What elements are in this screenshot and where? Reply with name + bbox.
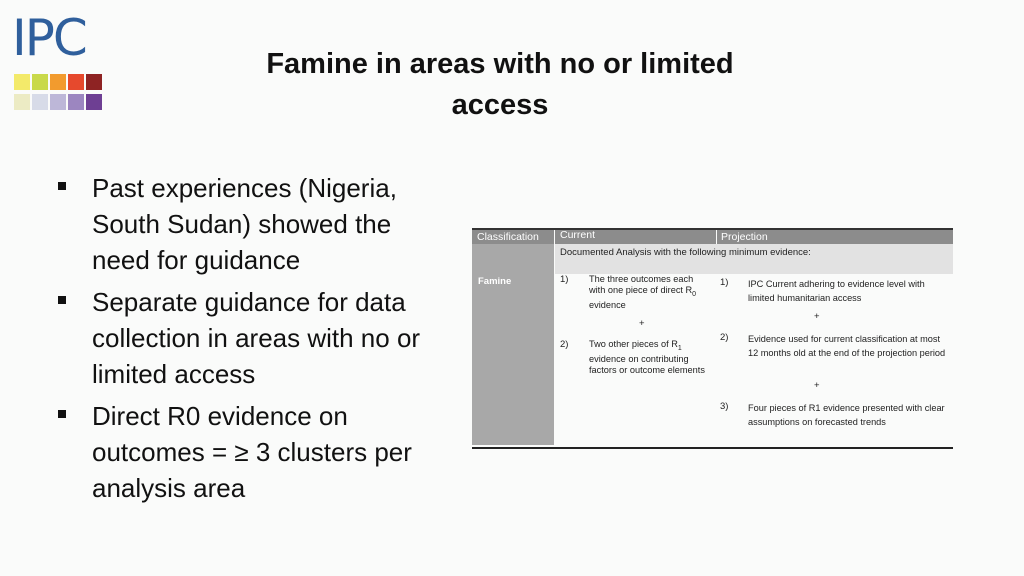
subheader-row [555,244,953,274]
header-classification-label: Classification [477,231,539,243]
subheader-text: Documented Analysis with the following minimum evidence: [560,247,811,258]
bullet-item [56,284,436,392]
logo-square [50,94,66,110]
header-projection-label: Projection [721,231,768,243]
logo-square [86,74,102,90]
square-bullet-icon [58,182,66,190]
bullet-text: Past experiences (Nigeria, South Sudan) showed the need for guidance [92,173,397,275]
projection-item-2-text: Evidence used for current classification at most 12 months old at the end of the projection period [748,334,946,358]
logo-square [68,74,84,90]
current-item-2-sub: 1 [677,344,682,352]
header-projection [717,230,953,244]
current-item-1-text [589,274,711,310]
current-item-2-text [589,339,711,375]
square-bullet-icon [58,410,66,418]
projection-plus-2: + [814,380,820,391]
projection-item-1-text: IPC Current adhering to evidence level with limited humanitarian access [748,279,925,303]
logo-square [32,74,48,90]
header-current [555,230,716,244]
logo-square [14,74,30,90]
header-current-label: Current [560,229,596,241]
logo-square [32,94,48,110]
logo-square [86,94,102,110]
projection-item-2-num: 2) [720,332,729,343]
header-classification [472,230,554,244]
row-label-famine: Famine [478,276,512,287]
current-item-1-text-b: evidence [589,299,626,310]
current-item-1-text-a: The three outcomes each with one piece of direct R [589,274,694,295]
logo-square [14,94,30,110]
current-item-2-num: 2) [560,339,569,350]
bullet-list [56,170,436,512]
bullet-item [56,398,436,506]
evidence-table [472,228,953,449]
current-item-2-text-b: evidence on contributing factors or outcome elements [589,354,705,375]
current-item-1-sub: 0 [692,290,697,298]
projection-item-1-num: 1) [720,277,729,288]
current-plus: + [639,318,645,329]
logo-text: IPC [12,9,86,67]
current-item-2-text-a: Two other pieces of R [589,339,678,349]
bullet-text: Direct R0 evidence on outcomes = ≥ 3 clusters per analysis area [92,401,412,503]
projection-item-3-text: Four pieces of R1 evidence presented with clear assumptions on forecasted trends [748,403,945,427]
slide-title: Famine in areas with no or limited access [266,48,734,121]
bullet-item [56,170,436,278]
projection-item-3-num: 3) [720,401,729,412]
projection-plus-1: + [814,311,820,322]
current-item-1-num: 1) [560,274,569,285]
ipc-logo [12,10,102,120]
logo-square [68,94,84,110]
logo-square [50,74,66,90]
square-bullet-icon [58,296,66,304]
bullet-text: Separate guidance for data collection in areas with no or limited access [92,287,421,389]
classification-column [472,244,554,445]
